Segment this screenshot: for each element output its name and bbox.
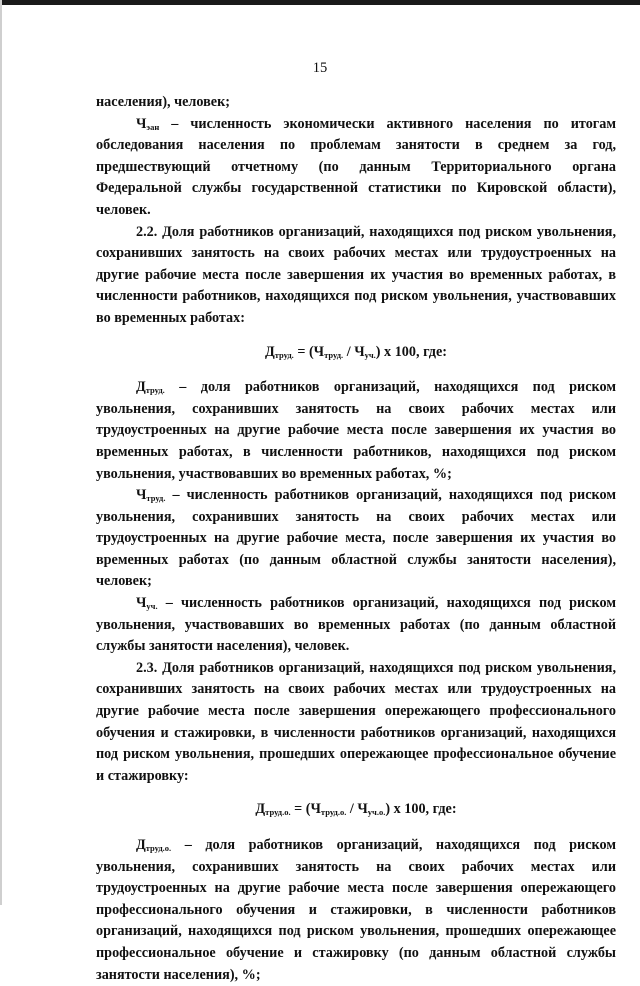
section-2-3: 2.3. Доля работников организаций, находящихся под риском увольнения, сохранивших занятость на своих рабочих местах или трудоустроенных на другие рабочие места после завершения опережающего профессионального обучения и стажировки, в численности работников организаций, находящихся под риском увольнения, прошедших опережающее профессиональное обучение и стажировку: (96, 659, 616, 784)
page-number: 15 (312, 60, 328, 76)
definition-ch-trud: $Ч_{труд.}$ – численность работников организаций, находящихся под риском увольнения, сохранивших занятость на своих рабочих местах или трудоустроенных на другие рабочие места, после завершения их участия во временных работах (по данным областной службы занятости населения), человек; (96, 487, 616, 590)
definition-d-trud-o: $Д_{труд.о.}$ – доля работников организаций, находящихся под риском увольнения, сохранивших занятость на своих рабочих местах или трудоустроенных на другие рабочие места после завершения опережающего профессионального обучения и стажировки, в численности работников организаций, находящихся под риском увольнения, прошедших опережающее профессиональное обучение и стажировку (по данным областной службы занятости населения), %; (96, 837, 616, 983)
formula-d-trud-o: $Д_{труд.о.} = (Ч_{труд.о.} / Ч_{уч.о.})$ х 100, где: (255, 801, 457, 818)
formula-d-trud: $Д_{труд.} = (Ч_{труд.} / Ч_{уч.})$ х 100, где: (264, 343, 448, 360)
definition-ch-uch: $Ч_{уч.}$ – численность работников организаций, находящихся под риском увольнения, участвовавших во временных работах (по данным областной службы занятости населения), человек. (96, 595, 616, 655)
scan-top-border (0, 0, 640, 5)
paragraph-continuation: населения), человек; (96, 94, 230, 110)
section-2-2: 2.2. Доля работников организаций, находящихся под риском увольнения, сохранивших занятость на своих рабочих местах или трудоустроенных на другие рабочие места после завершения их участия во временных работах, в численности работников, находящихся под риском увольнения, участвовавших во временных работах: (96, 223, 616, 326)
document-body (96, 92, 616, 986)
definition-d-trud: $Д_{труд.}$ – доля работников организаций, находящихся под риском увольнения, сохранивших занятость на своих рабочих местах или трудоустроенных на другие рабочие места после завершения их участия во временных работах, в численности работников, находящихся под риском увольнения, участвовавших во временных работах, %; (96, 379, 616, 482)
definition-ch-ean: $Ч_{эан}$ – численность экономически активного населения по итогам обследования населения по проблемам занятости в среднем за год, предшествующий отчетному (по данным Территориального органа Федеральной службы государственной статистики по Кировской области), человек. (96, 115, 616, 218)
scan-left-edge (0, 0, 2, 905)
